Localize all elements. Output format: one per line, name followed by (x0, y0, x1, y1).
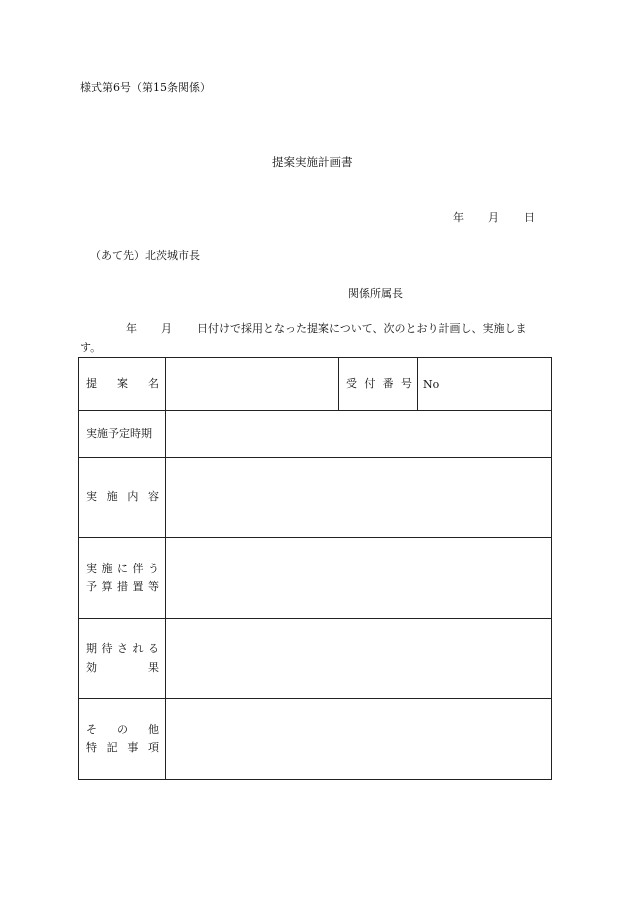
expected-effect-field[interactable] (166, 619, 552, 699)
receipt-number-field[interactable]: No (418, 358, 552, 411)
date-year: 年 (453, 211, 464, 224)
addressee: （あて先）北茨城市長 (90, 249, 200, 262)
row-proposal-name (79, 358, 552, 411)
receipt-number-label: 受 付 番 号 (339, 358, 418, 411)
schedule-field[interactable] (166, 411, 552, 458)
intro-year: 年 (126, 322, 137, 335)
content-label: 実 施 内 容 (79, 458, 166, 538)
intro-text-wrap: す。 (80, 341, 102, 354)
plan-table (78, 357, 552, 780)
sender: 関係所属長 (348, 287, 403, 300)
expected-effect-label: 期 待 さ れ る 効 果 (79, 619, 166, 699)
row-other-notes (79, 699, 552, 780)
date-month: 月 (488, 211, 499, 224)
intro-month: 月 (161, 322, 172, 335)
content-field[interactable] (166, 458, 552, 538)
row-schedule (79, 411, 552, 458)
other-notes-field[interactable] (166, 699, 552, 780)
other-notes-label: そ の 他 特 記 事 項 (79, 699, 166, 780)
schedule-label: 実施予定時期 (79, 411, 166, 458)
row-expected-effect (79, 619, 552, 699)
date-day: 日 (524, 211, 535, 224)
budget-label: 実 施 に 伴 う 予 算 措 置 等 (79, 538, 166, 619)
proposal-name-field[interactable] (166, 358, 339, 411)
budget-field[interactable] (166, 538, 552, 619)
row-budget (79, 538, 552, 619)
proposal-name-label: 提 案 名 (79, 358, 166, 411)
page-title: 提案実施計画書 (272, 155, 353, 169)
intro-text: 日付けで採用となった提案について、次のとおり計画し、実施しま (197, 322, 527, 335)
row-content (79, 458, 552, 538)
form-number: 様式第6号（第15条関係） (80, 81, 211, 94)
